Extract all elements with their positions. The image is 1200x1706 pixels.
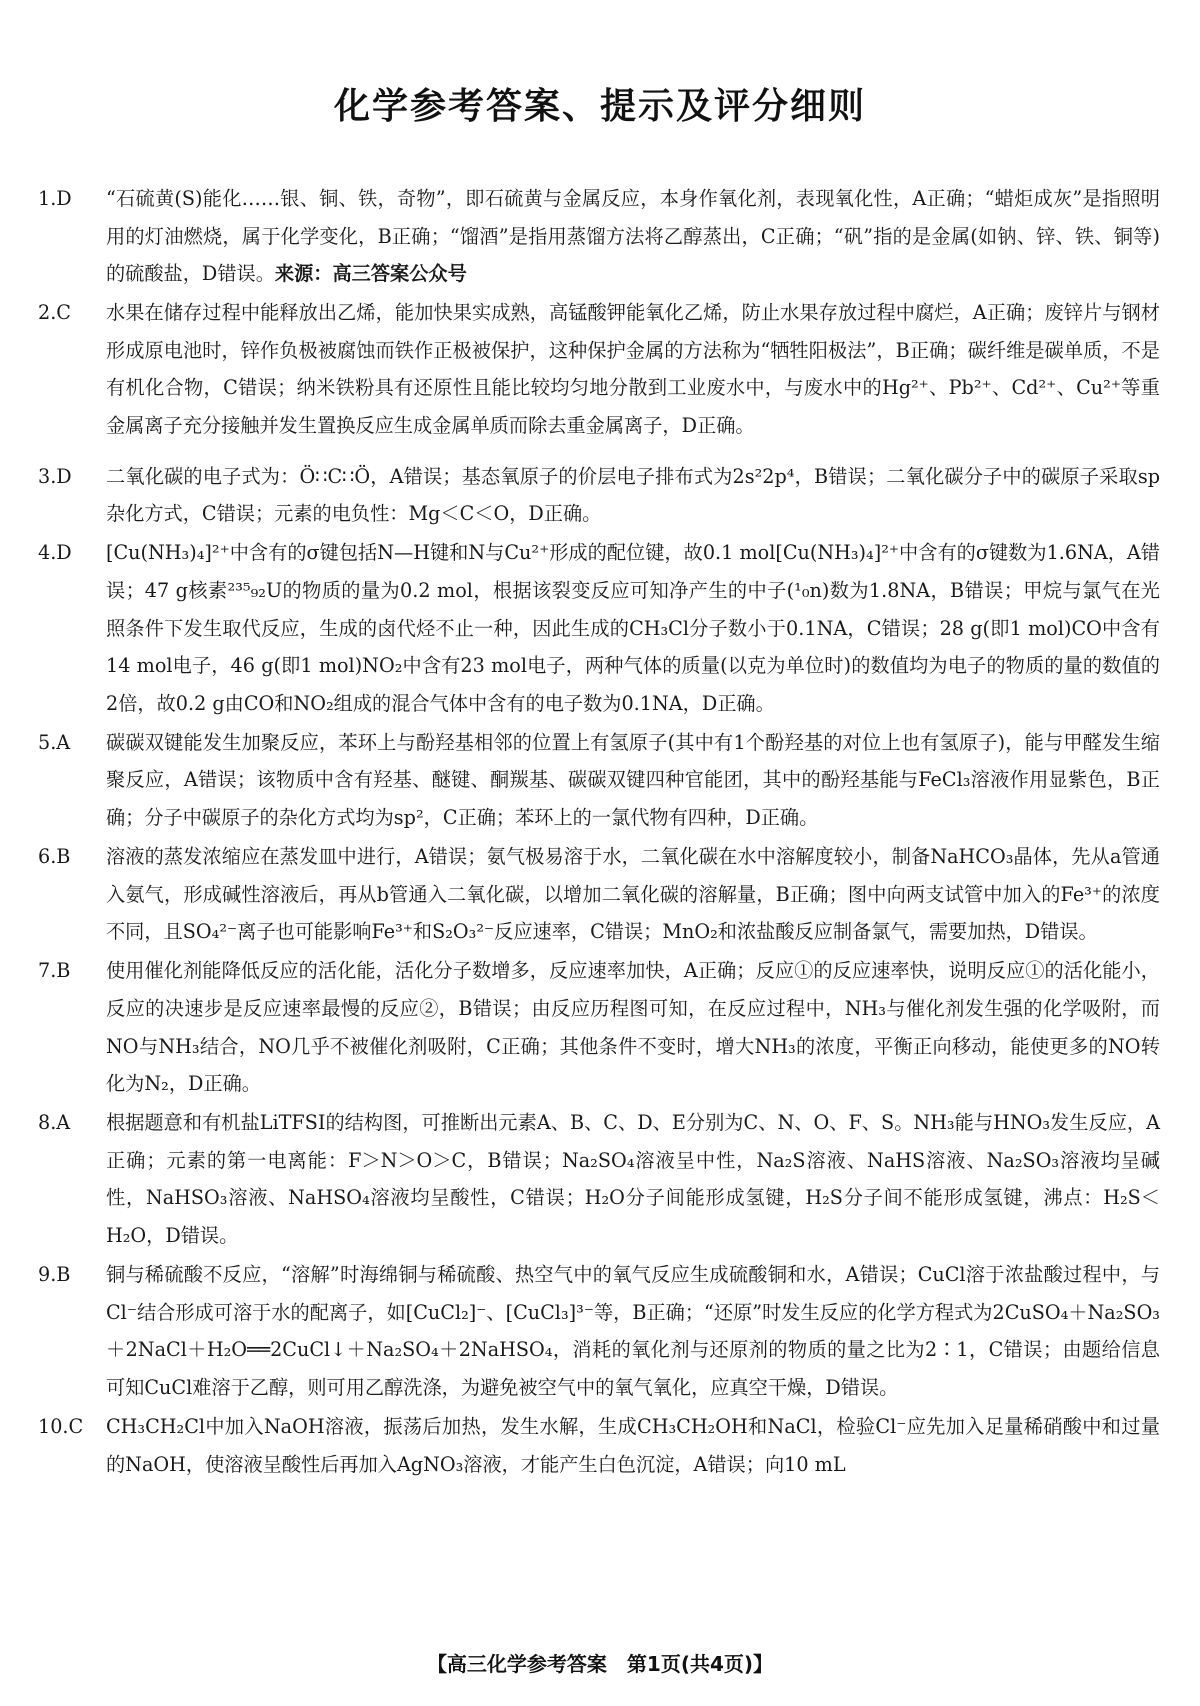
answer-label: 6.B [38, 845, 71, 869]
answer-item-5 [38, 724, 1160, 837]
answer-label: 10.C [38, 1415, 84, 1438]
answer-text: 二氧化碳的电子式为：Ö∷C∷Ö，A错误；基态氧原子的价层电子排布式为2s²2p⁴，B错误；二氧化碳分子中的碳原子采取sp杂化方式，C错误；元素的电负性：Mg＜C＜O，D正确。 [106, 464, 1160, 526]
answer-text: 铜与稀硫酸不反应，“溶解”时海绵铜与稀硫酸、热空气中的氧气反应生成硫酸铜和水，A错误；CuCl溶于浓盐酸过程中，与Cl⁻结合形成可溶于水的配离子，如[CuCl₂]⁻、[CuCl₃]³⁻等，B正确；“还原”时发生反应的化学方程式为2CuSO₄＋Na₂SO₃＋2NaCl＋H₂O══2CuCl↓＋Na₂SO₄＋2NaHSO₄，消耗的氧化剂与还原剂的物质的量之比为2∶1，C错误；由题给信息可知CuCl难溶于乙醇，则可用乙醇洗涤，为避免被空气中的氧气氧化，应真空干燥，D错误。 [106, 1263, 1160, 1399]
answer-text: CH₃CH₂Cl中加入NaOH溶液，振荡后加热，发生水解，生成CH₃CH₂OH和NaCl，检验Cl⁻应先加入足量稀硝酸中和过量的NaOH，使溶液呈酸性后再加入AgNO₃溶液，才能产生白色沉淀，A错误；向10 mL [106, 1415, 1160, 1476]
answer-text: 使用催化剂能降低反应的活化能，活化分子数增多，反应速率加快，A正确；反应①的反应速率快，说明反应①的活化能小，反应的决速步是反应速率最慢的反应②，B错误；由反应历程图可知，在反应过程中，NH₃与催化剂发生强的化学吸附，而NO与NH₃结合，NO几乎不被催化剂吸附，C正确；其他条件不变时，增大NH₃的浓度，平衡正向移动，能使更多的NO转化为N₂，D正确。 [106, 959, 1160, 1096]
answer-item-2 [38, 294, 1160, 444]
answer-label: 7.B [38, 959, 71, 983]
answer-item-1 [38, 180, 1160, 293]
answer-text: 溶液的蒸发浓缩应在蒸发皿中进行，A错误；氨气极易溶于水，二氧化碳在水中溶解度较小，制备NaHCO₃晶体，先从a管通入氨气，形成碱性溶液后，再从b管通入二氧化碳，以增加二氧化碳的溶解量，B正确；图中向两支试管中加入的Fe³⁺的浓度不同，且SO₄²⁻离子也可能影响Fe³⁺和S₂O₃²⁻反应速率，C错误；MnO₂和浓盐酸反应制备氯气，需要加热，D错误。 [106, 845, 1160, 944]
answer-text: 水果在储存过程中能释放出乙烯，能加快果实成熟，高锰酸钾能氧化乙烯，防止水果存放过程中腐烂，A正确；废锌片与钢材形成原电池时，锌作负极被腐蚀而铁作正极被保护，这种保护金属的方法称为“牺牲阳极法”，B正确；碳纤维是碳单质，不是有机化合物，C错误；纳米铁粉具有还原性且能比较均匀地分散到工业废水中，与废水中的Hg²⁺、Pb²⁺、Cd²⁺、Cu²⁺等重金属离子充分接触并发生置换反应生成金属单质而除去重金属离子，D正确。 [106, 301, 1160, 438]
answer-label: 2.C [38, 301, 71, 325]
answer-item-9 [38, 1256, 1160, 1406]
page-footer: 【高三化学参考答案 第1页(共4页)】 [426, 1652, 774, 1676]
answer-list [38, 180, 1160, 1485]
answer-item-6 [38, 838, 1160, 951]
answer-label: 1.D [38, 187, 72, 210]
answer-item-4 [38, 534, 1160, 722]
answer-item-10 [38, 1408, 1160, 1483]
source-note: 来源：高三答案公众号 [274, 262, 467, 286]
answer-label: 9.B [38, 1263, 71, 1287]
page-title: 化学参考答案、提示及评分细则 [333, 86, 866, 127]
answer-text: 根据题意和有机盐LiTFSI的结构图，可推断出元素A、B、C、D、E分别为C、N、O、F、S。NH₃能与HNO₃发生反应，A正确；元素的第一电离能：F＞N＞O＞C，B错误；Na₂SO₄溶液呈中性，Na₂S溶液、NaHS溶液、Na₂SO₃溶液均呈碱性，NaHSO₃溶液、NaHSO₄溶液均呈酸性，C错误；H₂O分子间能形成氢键，H₂S分子间不能形成氢键，沸点：H₂S＜H₂O，D错误。 [106, 1111, 1160, 1248]
answer-item-8 [38, 1104, 1160, 1254]
answer-label: 5.A [38, 730, 71, 754]
answer-text: “石硫黄(S)能化……银、铜、铁，奇物”，即石硫黄与金属反应，本身作氧化剂，表现氧化性，A正确；“蜡炬成灰”是指照明用的灯油燃烧，属于化学变化，B正确；“馏酒”是指用蒸馏方法将乙醇蒸出，C正确；“矾”指的是金属(如钠、锌、铁、铜等)的硫酸盐，D错误。 [106, 187, 1160, 286]
answer-text: 碳碳双键能发生加聚反应，苯环上与酚羟基相邻的位置上有氢原子(其中有1个酚羟基的对位上也有氢原子)，能与甲醛发生缩聚反应，A错误；该物质中含有羟基、醚键、酮羰基、碳碳双键四种官能团，其中的酚羟基能与FeCl₃溶液作用显紫色，B正确；分子中碳原子的杂化方式均为sp²，C正确；苯环上的一氯代物有四种，D正确。 [106, 730, 1160, 829]
answer-label: 3.D [38, 464, 72, 488]
answer-item-7 [38, 952, 1160, 1102]
answer-label: 4.D [38, 541, 72, 565]
answer-label: 8.A [38, 1111, 71, 1135]
answer-text: [Cu(NH₃)₄]²⁺中含有的σ键包括N—H键和N与Cu²⁺形成的配位键，故0.1 mol[Cu(NH₃)₄]²⁺中含有的σ键数为1.6NA，A错误；47 g核素²³⁵₉₂U的物质的量为0.2 mol，根据该裂变反应可知净产生的中子(¹₀n)数为1.8NA，B错误；甲烷与氯气在光照条件下发生取代反应，生成的卤代烃不止一种，因此生成的CH₃Cl分子数小于0.1NA，C错误；28 g(即1 mol)CO中含有14 mol电子，46 g(即1 mol)NO₂中含有23 mol电子，两种气体的质量(以克为单位时)的数值均为电子的物质的量的数值的2倍，故0.2 g由CO和NO₂组成的混合气体中含有的电子数为0.1NA，D正确。 [106, 541, 1160, 715]
answer-item-3 [38, 458, 1160, 533]
